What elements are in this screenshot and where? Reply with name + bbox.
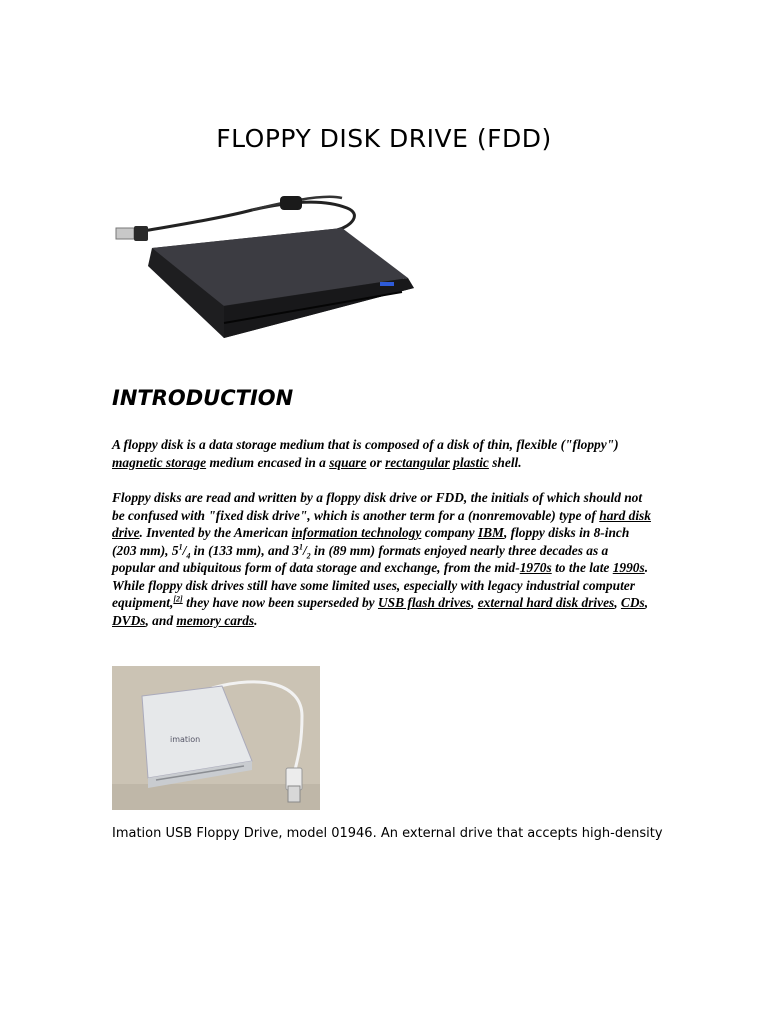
text-span: company <box>421 525 478 540</box>
fraction-slash: / <box>302 542 307 558</box>
imation-brand-text: imation <box>170 735 201 744</box>
link-1970s[interactable]: 1970s <box>519 560 552 575</box>
text-span: . Invented by the American <box>139 525 292 540</box>
text-span: shell. <box>488 454 522 470</box>
link-magnetic-storage[interactable]: magnetic storage <box>112 454 207 470</box>
reference-link[interactable]: [2] <box>173 594 183 604</box>
link-cds[interactable]: CDs <box>620 595 645 610</box>
fraction-numerator: 1 <box>298 542 303 552</box>
link-1990s[interactable]: 1990s <box>612 560 645 575</box>
fraction-numerator: 1 <box>178 542 183 552</box>
link-memory-cards[interactable]: memory cards <box>176 612 255 628</box>
intro-paragraph-1 <box>112 436 652 471</box>
text-span: Floppy disks are read and written by a floppy disk drive or FDD, the initials of which should not be confused with "fixed disk drive", which is another term for a (nonremovable) type of <box>112 490 643 523</box>
link-ibm[interactable]: IBM <box>477 525 504 540</box>
image-caption: Imation USB Floppy Drive, model 01946. An external drive that accepts high-density <box>112 826 663 841</box>
link-dvds[interactable]: DVDs <box>112 612 146 628</box>
text-span: A floppy disk is a data storage medium that is composed of a disk of thin, flexible ("floppy") <box>112 437 619 452</box>
text-span: , <box>471 595 478 610</box>
fraction-slash: / <box>182 542 187 558</box>
text-span: , <box>614 595 621 610</box>
text-span: in (89 mm) formats enjoyed nearly three decades as a popular and ubiquitous form of data storage and exchange, from the mid- <box>112 542 609 575</box>
text-span: . <box>254 612 258 628</box>
text-span: , <box>644 595 649 610</box>
text-span: , floppy disks in 8-inch (203 mm), 5 <box>112 525 630 558</box>
text-span: they have now been superseded by <box>182 595 378 610</box>
link-square[interactable]: square <box>329 454 367 470</box>
imation-usb-floppy-photo <box>112 666 320 810</box>
link-hard-disk-drive[interactable]: hard disk drive <box>112 507 651 540</box>
page-title: FLOPPY DISK DRIVE (FDD) <box>216 124 552 153</box>
link-usb-flash-drives[interactable]: USB flash drives <box>377 595 471 610</box>
text-span: , and <box>145 612 177 628</box>
text-span: . While floppy disk drives still have some limited uses, especially with legacy industrial computer equipment, <box>112 560 649 610</box>
fraction-denominator: 4 <box>186 551 191 561</box>
section-heading-introduction: INTRODUCTION <box>112 386 294 410</box>
text-span: or <box>366 454 386 470</box>
link-rectangular[interactable]: rectangular <box>385 454 450 470</box>
text-span: to the late <box>551 560 613 575</box>
link-external-hard-disk-drives[interactable]: external hard disk drives <box>477 595 615 610</box>
floppy-drive-photo <box>112 178 434 346</box>
text-span: medium encased in a <box>206 454 330 470</box>
intro-paragraph-2 <box>112 489 652 629</box>
link-information-technology[interactable]: information technology <box>291 525 422 540</box>
text-span: in (133 mm), and 3 <box>190 542 299 558</box>
link-plastic[interactable]: plastic <box>453 454 489 470</box>
fraction-denominator: 2 <box>306 551 311 561</box>
